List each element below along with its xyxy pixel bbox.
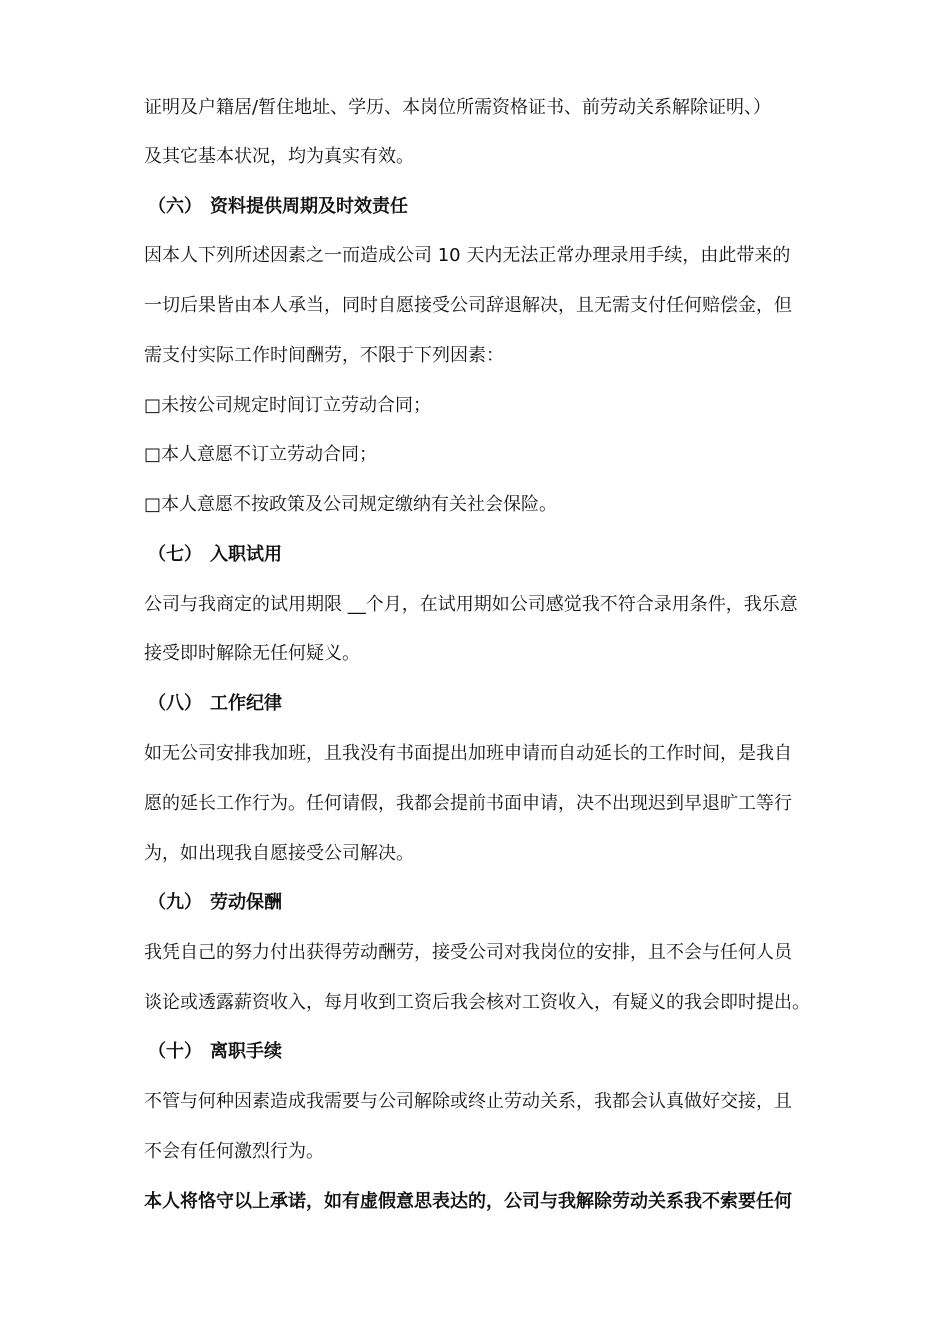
- section-title: 劳动保酬: [210, 892, 282, 913]
- paragraph-line: 不会有任何激烈行为。: [144, 1141, 324, 1162]
- checkbox-item: □本人意愿不订立劳动合同；: [144, 444, 378, 465]
- section-heading-9: [148, 891, 868, 915]
- section-title: 资料提供周期及时效责任: [210, 196, 408, 217]
- paragraph-line: 一切后果皆由本人承当，同时自愿接受公司辞退解决，且无需支付任何赔偿金，但: [144, 295, 792, 316]
- paragraph-line: 及其它基本状况，均为真实有效。: [144, 146, 414, 167]
- section-title: 离职手续: [210, 1041, 282, 1062]
- section-number: （八）: [148, 693, 202, 714]
- paragraph-line: 愿的延长工作行为。任何请假，我都会提前书面申请，决不出现迟到早退旷工等行: [144, 793, 792, 814]
- section-heading-8: [148, 692, 868, 716]
- section-heading-7: [148, 543, 868, 567]
- paragraph-line: 如无公司安排我加班，且我没有书面提出加班申请而自动延长的工作时间，是我自: [144, 743, 792, 764]
- section-heading-10: [148, 1040, 868, 1064]
- paragraph-line: 因本人下列所述因素之一而造成公司 10 天内无法正常办理录用手续，由此带来的: [144, 245, 791, 266]
- checkbox-item: □未按公司规定时间订立劳动合同；: [144, 395, 432, 416]
- section-heading-6: [148, 195, 868, 219]
- paragraph-line: 接受即时解除无任何疑义。: [144, 643, 360, 664]
- section-number: （十）: [148, 1041, 202, 1062]
- paragraph-line: 谈论或透露薪资收入，每月收到工资后我会核对工资收入，有疑义的我会即时提出。: [144, 992, 810, 1013]
- checkbox-item: □本人意愿不按政策及公司规定缴纳有关社会保险。: [144, 494, 558, 515]
- section-number: （六）: [148, 196, 202, 217]
- paragraph-line: 不管与何种因素造成我需要与公司解除或终止劳动关系，我都会认真做好交接，且: [144, 1091, 792, 1112]
- paragraph-line: 我凭自己的努力付出获得劳动酬劳，接受公司对我岗位的安排，且不会与任何人员: [144, 942, 792, 963]
- paragraph-line: 公司与我商定的试用期限 __个月，在试用期如公司感觉我不符合录用条件，我乐意: [144, 594, 798, 615]
- commitment-statement: 本人将恪守以上承诺，如有虚假意思表达的，公司与我解除劳动关系我不索要任何: [144, 1191, 792, 1212]
- paragraph-line: 为，如出现我自愿接受公司解决。: [144, 843, 414, 864]
- paragraph-line: 需支付实际工作时间酬劳，不限于下列因素：: [144, 345, 504, 366]
- section-title: 工作纪律: [210, 693, 282, 714]
- section-number: （九）: [148, 892, 202, 913]
- paragraph-line: 证明及户籍居/暂住地址、学历、本岗位所需资格证书、前劳动关系解除证明、）: [144, 97, 772, 118]
- section-title: 入职试用: [210, 544, 282, 565]
- section-number: （七）: [148, 544, 202, 565]
